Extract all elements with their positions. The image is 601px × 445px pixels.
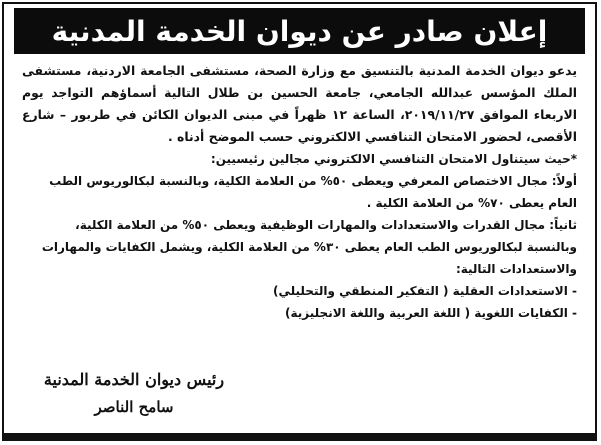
intro-paragraph: يدعو ديوان الخدمة المدنية بالتنسيق مع وزارة الصحة، مستشفى الجامعة الاردنية، مستشفى الملك المؤسس عبدالله الجامعي، جامعة الحسين بن طلال التالية أسماؤهم التواجد يوم الاربعاء الموافق ٢٠١٩/١١/٢٧، الساعة ١٢ ظهراً في مبنى الديوان الكائن في طربور – شارع الأقصى، لحضور الامتحان التنافسي الالكتروني حسب الموضح أدناه . — [22, 63, 577, 144]
announcement-title: إعلان صادر عن ديوان الخدمة المدنية — [14, 8, 585, 54]
sub-item-mental: - الاستعدادات العقلية ( التفكير المنطقي والتحليلي) — [272, 284, 577, 298]
bottom-divider — [4, 433, 595, 439]
announcement-body — [22, 60, 577, 324]
signature-block — [14, 366, 254, 420]
signature-title: رئيس ديوان الخدمة المدنية — [43, 370, 225, 389]
signature-name: سامح الناصر — [94, 398, 174, 416]
announcement-frame — [2, 2, 597, 441]
point-two: ثانياً: مجال القدرات والاستعدادات والمهارات الوظيفية ويعطى ٥٠% من العلامة الكلية، وبالنسبة لبكالوريوس الطب العام يعطى ٣٠% من العلامة الكلية، ويشمل الكفايات والمهارات والاستعدادات التالية: — [41, 218, 577, 276]
exam-note: *حيث سيتناول الامتحان التنافسي الالكتروني مجالين رئيسيين: — [210, 152, 577, 166]
point-one: أولاً: مجال الاختصاص المعرفي ويعطى ٥٠% من العلامة الكلية، وبالنسبة لبكالوريوس الطب العام يعطى ٧٠% من العلامة الكلية . — [49, 174, 577, 210]
sub-item-language: - الكفايات اللغوية ( اللغة العربية واللغة الانجليزية) — [285, 306, 577, 320]
